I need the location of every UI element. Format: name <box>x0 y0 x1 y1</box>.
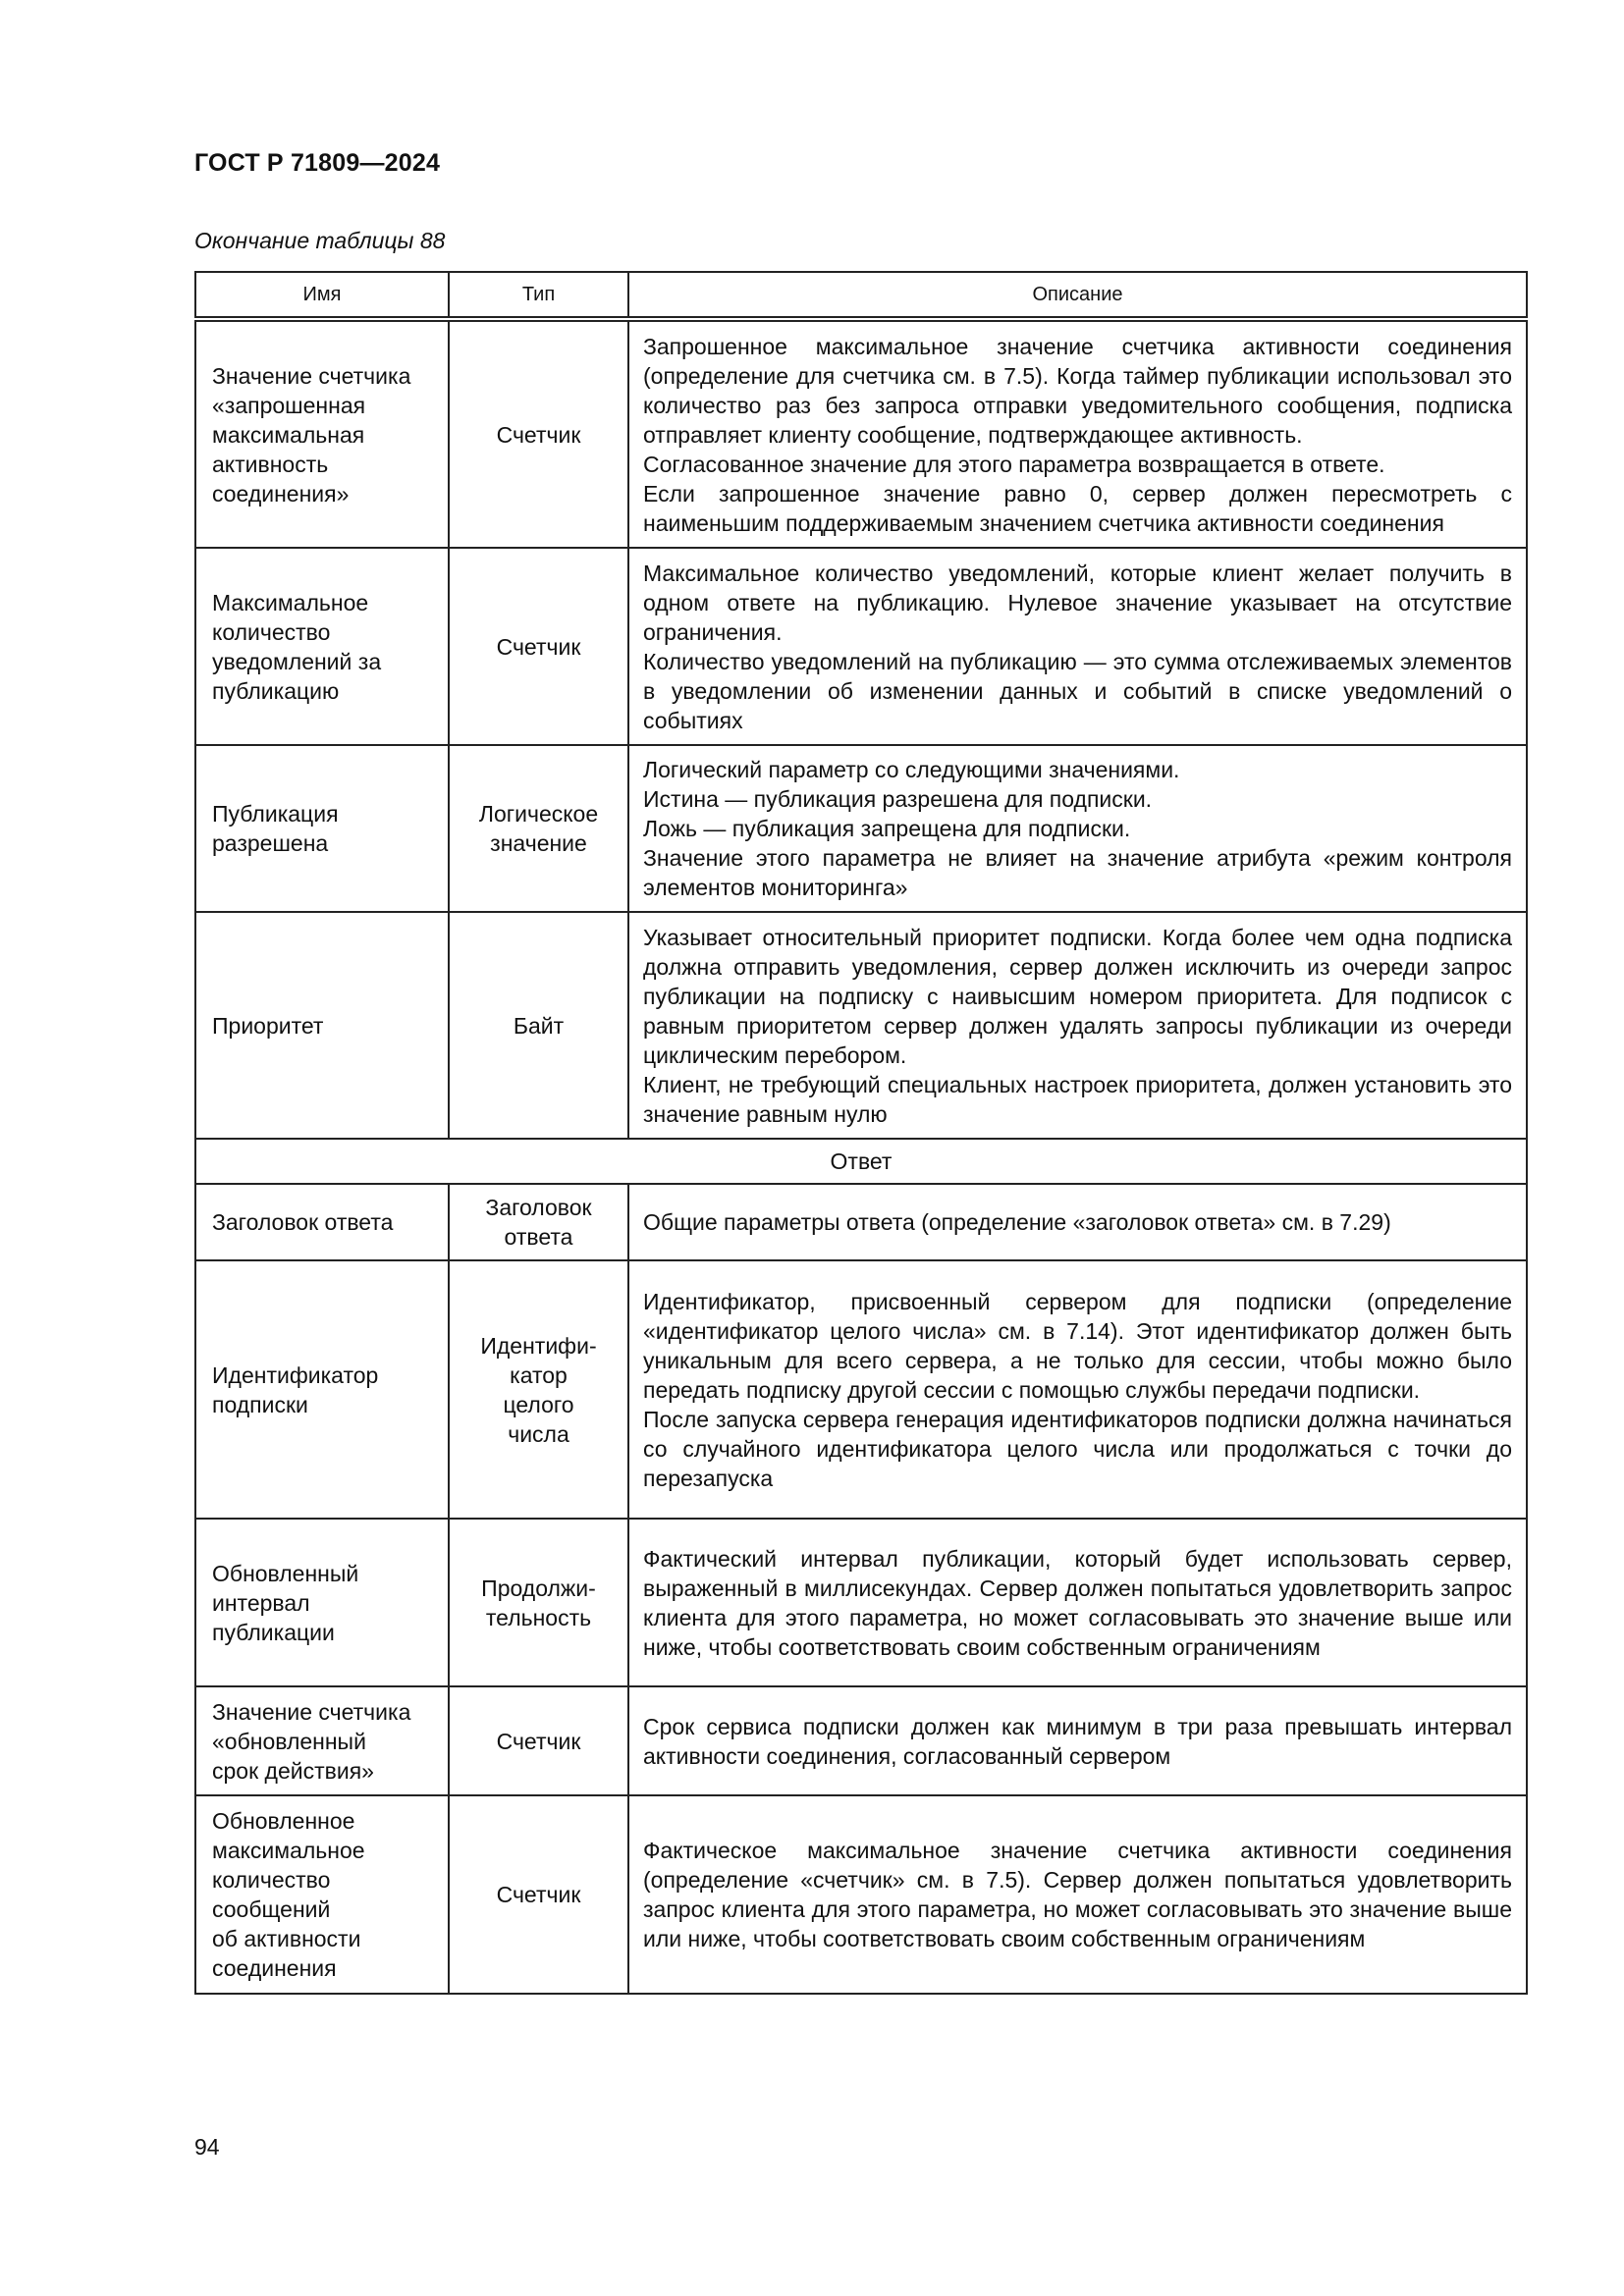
type-line: Счетчик <box>496 1882 581 1907</box>
table-caption: Окончание таблицы 88 <box>194 228 446 253</box>
name-line: публикацию <box>212 677 340 704</box>
row-name-cell <box>195 1260 449 1519</box>
page-number: 94 <box>194 2134 220 2160</box>
table-row <box>195 548 1527 745</box>
name-line: разрешена <box>212 830 329 856</box>
row-type-cell <box>449 1519 628 1686</box>
description-paragraph: Логический параметр со следующими значениями. <box>643 757 1180 782</box>
type-line: Продолжи- <box>481 1575 596 1601</box>
row-type-cell <box>449 912 628 1139</box>
description-paragraph: После запуска сервера генерация идентификаторов подписки должна начинаться со случайного идентификатора целого числа или продолжаться с точки до перезапуска <box>643 1406 1512 1491</box>
type-line: Счетчик <box>496 421 581 448</box>
description-paragraph: Количество уведомлений на публикацию — это сумма отслеживаемых элементов в уведомлении об изменении данных и событий в списке уведомлений о событиях <box>643 648 1512 733</box>
description-paragraph: Клиент, не требующий специальных настроек приоритета, должен установить это значение равным нулю <box>643 1071 1512 1127</box>
column-header-description: Описание <box>628 272 1527 319</box>
type-line: Счетчик <box>496 1728 581 1754</box>
table-row <box>195 319 1527 548</box>
row-type-cell <box>449 1795 628 1994</box>
description-paragraph: Значение этого параметра не влияет на значение атрибута «режим контроля элементов мониторинга» <box>643 845 1512 900</box>
type-line: целого <box>503 1391 574 1417</box>
row-description-cell <box>628 912 1527 1139</box>
row-type-cell <box>449 1260 628 1519</box>
description-paragraph: Истина — публикация разрешена для подписки. <box>643 786 1153 812</box>
parameters-table <box>194 271 1528 1995</box>
name-line: количество <box>212 1867 331 1893</box>
type-line: Заголовок <box>485 1195 592 1220</box>
name-line: интервал <box>212 1589 310 1616</box>
row-name-cell <box>195 745 449 912</box>
column-header-name: Имя <box>195 272 449 319</box>
type-line: Байт <box>513 1012 565 1039</box>
type-line: ответа <box>504 1224 573 1250</box>
row-name-cell <box>195 912 449 1139</box>
name-line: «запрошенная <box>212 392 366 418</box>
description-paragraph: Фактический интервал публикации, который будет использовать сервер, выраженный в миллисекундах. Сервер должен попытаться удовлетворить запрос клиента для этого параметра, но может согласовывать это значение выше или ниже, чтобы соответствовать своим собственным ограничениям <box>643 1545 1512 1660</box>
name-line: уведомлений за <box>212 648 382 674</box>
table-row <box>195 1260 1527 1519</box>
description-paragraph: Фактическое максимальное значение счетчика активности соединения (определение «счетчик» см. в 7.5). Сервер должен попытаться удовлетворить запрос клиента для этого параметра, но может согласовывать это значение выше или ниже, чтобы соответствовать своим собственным ограничениям <box>643 1838 1512 1951</box>
name-line: об активности <box>212 1926 361 1951</box>
row-description-cell <box>628 745 1527 912</box>
name-line: Обновленный <box>212 1560 359 1586</box>
name-line: Максимальное <box>212 589 369 615</box>
row-description-cell <box>628 1795 1527 1994</box>
name-line: сообщений <box>212 1896 331 1922</box>
type-line: значение <box>490 830 587 856</box>
name-line: максимальное <box>212 1838 365 1863</box>
table-row <box>195 912 1527 1139</box>
name-line: публикации <box>212 1619 335 1645</box>
name-line: Значение счетчика <box>212 362 411 389</box>
table-row <box>195 745 1527 912</box>
row-type-cell <box>449 745 628 912</box>
row-description-cell <box>628 1686 1527 1795</box>
table-row <box>195 1686 1527 1795</box>
name-line: Значение счетчика <box>212 1698 411 1725</box>
row-name-cell <box>195 1184 449 1260</box>
type-line: Логическое <box>478 801 599 827</box>
type-line: Счетчик <box>496 633 581 660</box>
row-name-cell <box>195 1519 449 1686</box>
type-line: Идентифи- <box>480 1332 597 1359</box>
description-paragraph: Согласованное значение для этого параметра возвращается в ответе. <box>643 451 1385 477</box>
row-name-cell <box>195 1795 449 1994</box>
name-line: соединения» <box>212 480 350 507</box>
row-description-cell <box>628 1184 1527 1260</box>
description-paragraph: Идентификатор, присвоенный сервером для подписки (определение «идентификатор целого числа» см. в 7.14). Этот идентификатор должен быть уникальным для всего сервера, а не только для сессии, чтобы можно было передать подписку другой сессии с помощью службы передачи подписки. <box>643 1288 1512 1403</box>
type-line: катор <box>510 1362 568 1388</box>
description-paragraph: Общие параметры ответа (определение «заголовок ответа» см. в 7.29) <box>643 1209 1391 1235</box>
row-type-cell <box>449 319 628 548</box>
name-line: максимальная <box>212 421 365 448</box>
name-line: подписки <box>212 1391 308 1417</box>
name-line: Приоритет <box>212 1012 324 1039</box>
row-description-cell <box>628 319 1527 548</box>
name-line: активность <box>212 451 329 477</box>
document-header: ГОСТ Р 71809—2024 <box>194 149 441 177</box>
name-line: соединения <box>212 1955 337 1981</box>
name-line: Публикация <box>212 801 339 827</box>
row-description-cell <box>628 548 1527 745</box>
type-line: числа <box>508 1420 569 1447</box>
name-line: Идентификатор <box>212 1362 379 1388</box>
table-header-row <box>195 272 1527 319</box>
type-line: тельность <box>485 1604 592 1630</box>
section-label-response: Ответ <box>195 1139 1527 1184</box>
column-header-type: Тип <box>449 272 628 319</box>
description-paragraph: Срок сервиса подписки должен как минимум в три раза превышать интервал активности соединения, согласованный сервером <box>643 1713 1512 1769</box>
description-paragraph: Ложь — публикация запрещена для подписки. <box>643 816 1131 841</box>
description-paragraph: Максимальное количество уведомлений, которые клиент желает получить в одном ответе на публикацию. Нулевое значение указывает на отсутствие ограничения. <box>643 560 1512 645</box>
row-name-cell <box>195 1686 449 1795</box>
row-description-cell <box>628 1260 1527 1519</box>
row-name-cell <box>195 548 449 745</box>
description-paragraph: Если запрошенное значение равно 0, сервер должен пересмотреть с наименьшим поддерживаемым значением счетчика активности соединения <box>643 480 1512 536</box>
description-paragraph: Указывает относительный приоритет подписки. Когда более чем одна подписка должна отправить уведомления, сервер должен исключить из очереди запрос публикации на подписку с наивысшим номером приоритета. Для подписок с равным приоритетом сервер должен удалять запросы публикации из очереди циклическим перебором. <box>643 924 1512 1068</box>
name-line: «обновленный <box>212 1728 366 1754</box>
table-row <box>195 1795 1527 1994</box>
name-line: Обновленное <box>212 1808 355 1834</box>
description-paragraph: Запрошенное максимальное значение счетчика активности соединения (определение для счетчика см. в 7.5). Когда таймер публикации использовал это количество раз без запроса отправки уведомительного сообщения, подписка отправляет клиенту сообщение, подтверждающее активность. <box>643 333 1512 448</box>
table-row <box>195 1184 1527 1260</box>
name-line: количество <box>212 618 331 645</box>
row-type-cell <box>449 1686 628 1795</box>
name-line: Заголовок ответа <box>212 1209 394 1235</box>
row-type-cell <box>449 548 628 745</box>
table-row <box>195 1519 1527 1686</box>
name-line: срок действия» <box>212 1757 374 1784</box>
row-type-cell <box>449 1184 628 1260</box>
row-name-cell <box>195 319 449 548</box>
row-description-cell <box>628 1519 1527 1686</box>
section-row <box>195 1139 1527 1184</box>
